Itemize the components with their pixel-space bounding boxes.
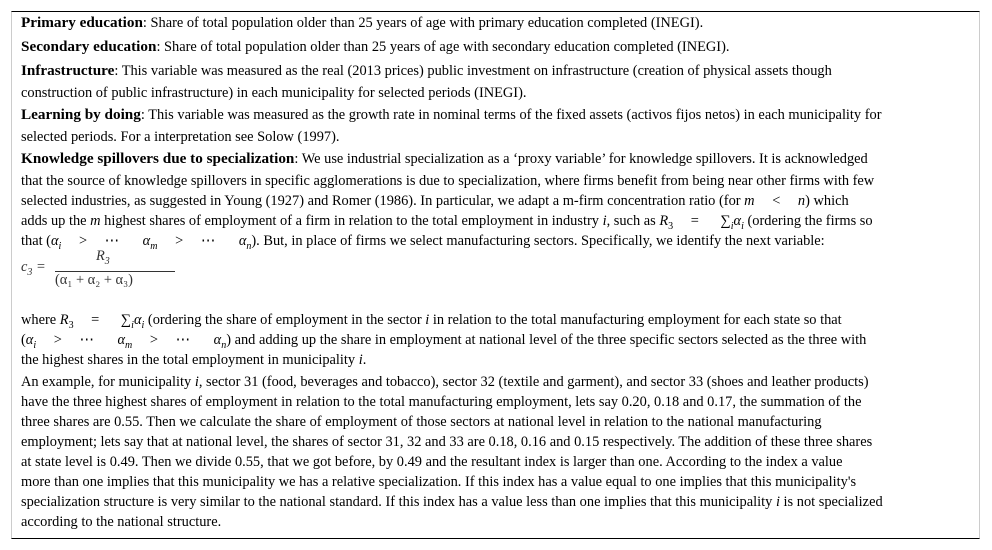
example-line-4: employment; lets say that at national level, the shares of sector 31, 32 and 33 are 0.18, 0.16 and 0.15 respectively. The addition of these three shares	[21, 434, 873, 450]
math-gt-2: >	[175, 233, 184, 249]
math-sub-3: 3	[668, 221, 674, 232]
example-line-8: according to the national structure.	[21, 514, 222, 530]
example-line-5: at state level is 0.49. Then we divide 0.55, that we got before, by 0.49 and the resultant index is larger than one. According to the index a value	[21, 454, 843, 470]
knowledge-text-4-tail: (ordering the firms so	[747, 213, 873, 229]
knowledge-text-3	[21, 191, 849, 211]
math-m-2: m	[90, 213, 101, 229]
after-formula-3-end: .	[362, 352, 367, 368]
math-i-3: i	[358, 352, 363, 368]
math-i-2: i	[425, 312, 430, 328]
knowledge-spillovers-term: Knowledge spillovers due to specialization	[21, 150, 295, 167]
example-7b: is not specialized	[783, 494, 883, 510]
math-sub-i-4: i	[131, 320, 134, 331]
example-line-1	[21, 372, 869, 392]
after-formula-1b: (ordering the share of employment in the sector	[147, 312, 422, 328]
math-sub-m: m	[150, 241, 158, 252]
math-m: m	[744, 193, 755, 209]
math-sum: ∑	[720, 213, 731, 229]
math-alpha-m: α	[142, 233, 151, 249]
math-sub-i-6: i	[33, 340, 37, 351]
math-alpha-i: α	[50, 233, 59, 249]
math-gt-3: >	[53, 332, 62, 348]
math-alpha-n-2: α	[213, 332, 222, 348]
knowledge-text-3-tail: ) which	[805, 193, 849, 209]
formula-num-sub: 3	[104, 256, 110, 267]
after-formula-where: where	[21, 312, 57, 328]
math-alpha-n: α	[238, 233, 247, 249]
math-n: n	[797, 193, 806, 209]
after-formula-line-3	[21, 350, 366, 370]
knowledge-text-2: that the source of knowledge spillovers in specific agglomerations is due to specialization, where firms benefit from being near other firms with few	[21, 173, 875, 189]
learning-by-doing-text-2: selected periods. For a interpretation see Solow (1997).	[21, 129, 340, 145]
example-line-2: have the three highest shares of employment in relation to the total manufacturing employment, lets say 0.20, 0.18 and 0.17, the summation of the	[21, 394, 862, 410]
knowledge-spillovers-row	[21, 149, 868, 169]
math-eq: =	[690, 213, 699, 229]
secondary-education-term: Secondary education	[21, 38, 157, 55]
math-sub-i-5: i	[141, 320, 145, 331]
formula-lhs	[21, 259, 46, 276]
example-line-7	[21, 492, 883, 512]
math-dots-3: ⋯	[79, 332, 94, 348]
knowledge-text-5b: ). But, in place of firms we select manufacturing sectors. Specifically, we identify the next variable:	[251, 233, 825, 249]
math-sub-i: i	[730, 221, 734, 232]
example-1a: An example, for municipality	[21, 374, 192, 390]
after-formula-line-1	[21, 310, 842, 330]
example-line-6: more than one implies that this municipality we has a relative specialization. If this index has a value equal to one implies that this municipality's	[21, 474, 857, 490]
math-sub-n: n	[246, 241, 252, 252]
math-i-5: i	[775, 494, 780, 510]
infrastructure-term: Infrastructure	[21, 62, 115, 79]
math-alpha-i-2: α	[25, 332, 34, 348]
math-sub-3-2: 3	[68, 320, 74, 331]
after-formula-1c: in relation to the total manufacturing employment for each state so that	[432, 312, 842, 328]
math-i: i	[602, 213, 607, 229]
infrastructure-row	[21, 61, 832, 81]
math-sum-2: ∑	[120, 312, 132, 328]
knowledge-text-4	[21, 211, 873, 231]
formula-sub-3: 3	[27, 267, 33, 278]
infrastructure-text-2: construction of public infrastructure) in each municipality for selected periods (INEGI).	[21, 85, 527, 101]
formula-c: c	[21, 259, 28, 275]
math-dots-2: ⋯	[200, 233, 216, 249]
math-alpha-2: α	[133, 312, 142, 328]
math-dots-4: ⋯	[175, 332, 191, 348]
math-sub-i-2: i	[741, 221, 744, 232]
formula-num-R: R	[96, 248, 105, 264]
math-R-2: R	[59, 312, 69, 328]
formula-denominator: (α₁ + α₂ + α₃)	[55, 272, 133, 288]
primary-education-row	[21, 13, 703, 33]
after-formula-2-tail: ) and adding up the share in employment at national level of the three specific sectors selected as the three with	[226, 332, 867, 348]
math-alpha-m-2: α	[117, 332, 126, 348]
math-sub-i-3: i	[58, 241, 62, 252]
math-sub-n-2: n	[221, 340, 227, 351]
formula-numerator	[96, 248, 110, 265]
knowledge-text-3-main: selected industries, as suggested in Young (1927) and Romer (1986). In particular, we adapt a m-firm concentration ratio (for	[21, 193, 741, 209]
math-eq-2: =	[91, 312, 100, 328]
learning-by-doing-text-1: : This variable was measured as the growth rate in nominal terms of the fixed assets (activos fijos netos) in each municipality for	[140, 107, 882, 123]
math-i-4: i	[194, 374, 199, 390]
primary-education-term: Primary education	[21, 14, 143, 31]
example-7a: specialization structure is very similar to the national standard. If this index has a value less than one implies that this municipality	[21, 494, 773, 510]
example-1b: , sector 31 (food, beverages and tobacco), sector 32 (textile and garment), and sector 33 (shoes and leather products)	[198, 374, 869, 390]
secondary-education-row	[21, 37, 729, 57]
after-formula-3: the highest shares in the total employment in municipality	[21, 352, 356, 368]
knowledge-text-4a: adds up the	[21, 213, 87, 229]
learning-by-doing-term: Learning by doing	[21, 106, 141, 123]
formula-eq: =	[36, 259, 46, 275]
math-sub-m-2: m	[125, 340, 133, 351]
infrastructure-text-1: : This variable was measured as the real (2013 prices) public investment on infrastructure (creation of physical assets though	[114, 63, 832, 79]
knowledge-text-4c: , such as	[606, 213, 656, 229]
secondary-education-text: : Share of total population older than 25 years of age with secondary education completed (INEGI).	[156, 39, 730, 55]
math-alpha: α	[733, 213, 742, 229]
knowledge-text-4b: highest shares of employment of a firm in relation to the total employment in industry	[104, 213, 599, 229]
knowledge-text-5	[21, 231, 825, 251]
math-R: R	[659, 213, 669, 229]
learning-by-doing-row	[21, 105, 882, 125]
after-formula-line-2: ($\alpha_i$ > ⋯ $\alpha_m$ > ⋯ $\alpha_n$) and adding up the share in employment at national level of the three specific sectors selected as the three with	[21, 332, 867, 351]
example-line-3: three shares are 0.55. Then we calculate the share of employment of those sectors at national level in relation to the national manufacturing	[21, 414, 822, 430]
math-gt-4: >	[149, 332, 159, 348]
math-gt: >	[78, 233, 88, 249]
knowledge-text-5a: that (	[21, 233, 51, 249]
knowledge-text-1: : We use industrial specialization as a ‘proxy variable’ for knowledge spillovers. It is acknowledged	[294, 151, 868, 167]
math-dots: ⋯	[104, 233, 120, 249]
primary-education-text: : Share of total population older than 25 years of age with primary education completed (INEGI).	[142, 15, 704, 31]
math-lt: <	[772, 193, 781, 209]
